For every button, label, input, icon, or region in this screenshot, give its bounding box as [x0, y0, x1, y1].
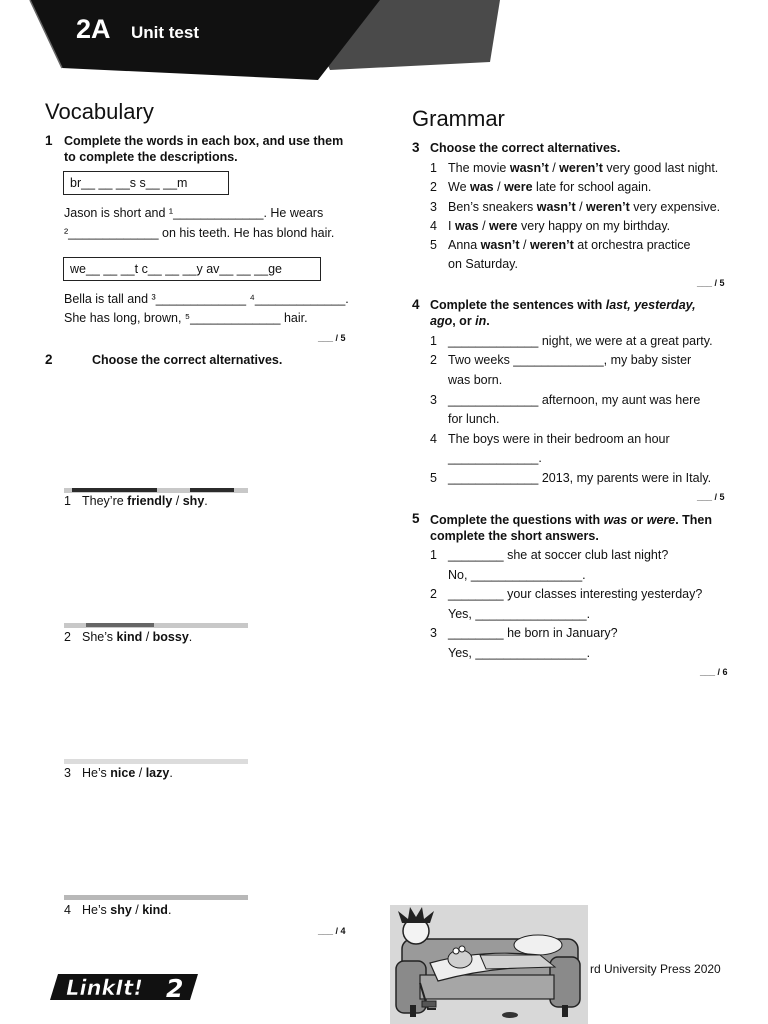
q5-item-1-answer: No, ________________.	[448, 568, 586, 582]
q2-item-3-option-a[interactable]: nice	[110, 766, 136, 780]
q2-item-1-sep: /	[172, 494, 183, 508]
q4-instruction-end: .	[486, 314, 490, 328]
q5-item-2-number: 2	[430, 587, 437, 601]
q2-item-2-option-b[interactable]: bossy	[152, 630, 189, 644]
q2-item-1-option-b[interactable]: shy	[182, 494, 205, 508]
question-3-number: 3	[412, 140, 420, 155]
question-5-instruction	[430, 512, 712, 528]
q3-item-3-text	[448, 198, 720, 217]
svg-text:LinkIt!: LinkIt!	[66, 976, 143, 1000]
q5-item-3-answer: Yes, ________________.	[448, 646, 591, 660]
q3-item-2-number: 2	[430, 180, 437, 194]
q4-item-3-number: 3	[430, 393, 437, 407]
q5-item-2-question: ________ your classes interesting yesterday?	[448, 587, 703, 601]
q5-item-1-question: ________ she at soccer club last night?	[448, 548, 669, 562]
q4-item-4-line2: _____________.	[448, 451, 542, 465]
word-box-2: we__ __ __t c__ __ __y av__ __ __ge	[63, 257, 321, 281]
q3-item-4-number: 4	[430, 219, 437, 233]
description-2-line1: Bella is tall and ³_____________ ⁴_____________.	[64, 292, 349, 306]
unit-title: Unit test	[131, 23, 199, 42]
q4-item-2-number: 2	[430, 353, 437, 367]
q4-instruction-or: , or	[452, 314, 476, 328]
illustration-4-edge	[64, 895, 248, 900]
boy-on-sofa-illustration	[390, 905, 588, 1024]
q4-item-1-text: _____________ night, we were at a great party.	[448, 334, 713, 348]
q3-item-3-post: very expensive.	[629, 200, 721, 214]
q3-item-5-post: at orchestra practice	[573, 238, 691, 252]
q3-item-3-option-a[interactable]: wasn’t	[536, 200, 576, 214]
q5-instruction-were: were	[646, 513, 676, 527]
word-box-1: br__ __ __s s__ __m	[63, 171, 229, 195]
q2-item-4-text	[82, 901, 171, 920]
q2-item-4-option-b[interactable]: kind	[142, 903, 168, 917]
q2-item-2-post: .	[188, 630, 193, 644]
q2-item-1-text	[82, 492, 208, 511]
q2-item-4-post: .	[167, 903, 172, 917]
question-2-number: 2	[45, 352, 53, 367]
q2-item-3-sep: /	[135, 766, 146, 780]
q3-item-5-sep: /	[519, 238, 530, 252]
q2-item-4-number: 4	[64, 903, 71, 917]
q4-item-3-line2: for lunch.	[448, 412, 500, 426]
q3-item-5-text	[448, 236, 690, 255]
q3-item-4-sep: /	[478, 219, 490, 233]
q4-instruction-in: in	[475, 314, 487, 328]
q2-item-3-text	[82, 764, 173, 783]
copyright-text: rd University Press 2020	[590, 962, 721, 976]
q5-instruction-was: was	[603, 513, 628, 527]
question-3-score: ___ / 5	[697, 278, 725, 288]
q3-item-4-text	[448, 217, 670, 236]
svg-text:2: 2	[166, 974, 184, 1002]
q5-item-3-question: ________ he born in January?	[448, 626, 618, 640]
question-5-instruction-line2: complete the short answers.	[430, 529, 599, 543]
q3-item-1-post: very good last night.	[602, 161, 719, 175]
question-4-number: 4	[412, 297, 420, 312]
q3-item-1-pre: The movie	[448, 161, 510, 175]
q3-item-5-option-a[interactable]: wasn’t	[480, 238, 520, 252]
question-3-instruction: Choose the correct alternatives.	[430, 141, 621, 155]
q3-item-1-number: 1	[430, 161, 437, 175]
question-1-number: 1	[45, 133, 53, 148]
banner-shape	[0, 0, 768, 100]
q3-item-3-option-b[interactable]: weren’t	[586, 200, 630, 214]
q2-item-1-pre: They’re	[82, 494, 128, 508]
q3-item-1-option-b[interactable]: weren’t	[559, 161, 603, 175]
q3-item-2-post: late for school again.	[532, 180, 652, 194]
q3-item-5-pre: Anna	[448, 238, 481, 252]
question-1-instruction-line2: to complete the descriptions.	[64, 150, 238, 164]
q2-item-4-sep: /	[131, 903, 143, 917]
linkit-logo	[50, 970, 200, 1002]
q5-item-1-number: 1	[430, 548, 437, 562]
q3-item-1-text	[448, 159, 718, 178]
description-2-line2: She has long, brown, ⁵_____________ hair.	[64, 311, 308, 325]
question-1-instruction-line1: Complete the words in each box, and use them	[64, 134, 344, 148]
unit-code: 2A	[76, 14, 111, 44]
q3-item-4-pre: I	[448, 219, 455, 233]
q3-item-4-post: very happy on my birthday.	[517, 219, 671, 233]
q3-item-2-text	[448, 178, 651, 197]
q2-item-2-pre: She’s	[82, 630, 117, 644]
q4-item-4-text: The boys were in their bedroom an hour	[448, 432, 670, 446]
question-1-score: ___ / 5	[318, 333, 346, 343]
q4-item-1-number: 1	[430, 334, 437, 348]
grammar-heading: Grammar	[412, 106, 505, 131]
q5-item-3-number: 3	[430, 626, 437, 640]
q3-item-3-number: 3	[430, 200, 437, 214]
q4-item-2-text: Two weeks _____________, my baby sister	[448, 353, 692, 367]
q2-item-4-option-a[interactable]: shy	[110, 903, 132, 917]
q4-item-5-number: 5	[430, 471, 437, 485]
q3-item-3-pre: Ben’s sneakers	[448, 200, 537, 214]
q3-item-4-option-a[interactable]: was	[454, 219, 479, 233]
q2-item-3-number: 3	[64, 766, 71, 780]
q2-item-3-option-b[interactable]: lazy	[145, 766, 170, 780]
q5-instruction-text: Complete the questions with	[430, 513, 604, 527]
description-1-line2: ²_____________ on his teeth. He has blond hair.	[64, 226, 335, 240]
q3-item-5-number: 5	[430, 238, 437, 252]
q2-item-2-number: 2	[64, 630, 71, 644]
question-5-score: ___ / 6	[700, 667, 728, 677]
q3-item-2-sep: /	[493, 180, 505, 194]
question-2-score: ___ / 4	[318, 926, 346, 936]
question-5-number: 5	[412, 511, 420, 526]
q2-item-1-post: .	[204, 494, 208, 508]
q2-item-2-sep: /	[142, 630, 153, 644]
q3-item-5-option-b[interactable]: weren’t	[530, 238, 574, 252]
question-4-instruction-line2	[430, 313, 490, 329]
vocabulary-heading: Vocabulary	[45, 99, 154, 124]
question-4-score: ___ / 5	[697, 492, 725, 502]
q3-item-2-option-a[interactable]: was	[470, 180, 494, 194]
q4-item-4-number: 4	[430, 432, 437, 446]
q3-item-2-option-b[interactable]: were	[504, 180, 533, 194]
q4-instruction-ago: ago	[430, 314, 453, 328]
q5-instruction-then: . Then	[675, 513, 713, 527]
q2-item-2-text	[82, 628, 192, 647]
q4-item-5-text: _____________ 2013, my parents were in Italy.	[448, 471, 712, 485]
q3-item-1-option-a[interactable]: wasn’t	[509, 161, 549, 175]
q3-item-3-sep: /	[575, 200, 587, 214]
q2-item-4-pre: He’s	[82, 903, 111, 917]
q3-item-4-option-b[interactable]: were	[489, 219, 518, 233]
q3-item-1-sep: /	[548, 161, 560, 175]
q4-instruction-text: Complete the sentences with	[430, 298, 606, 312]
question-4-instruction	[430, 297, 696, 313]
q4-instruction-words: last, yesterday,	[605, 298, 696, 312]
question-2-instruction: Choose the correct alternatives.	[92, 353, 283, 367]
q2-item-3-post: .	[169, 766, 173, 780]
q4-item-3-text: _____________ afternoon, my aunt was here	[448, 393, 701, 407]
illustration-2-shadow	[86, 623, 154, 627]
q2-item-2-option-a[interactable]: kind	[116, 630, 143, 644]
q3-item-5-line2: on Saturday.	[448, 257, 518, 271]
q2-item-3-pre: He’s	[82, 766, 111, 780]
q4-item-2-line2: was born.	[448, 373, 503, 387]
q2-item-1-option-a[interactable]: friendly	[127, 494, 173, 508]
q3-item-2-pre: We	[448, 180, 470, 194]
description-1-line1: Jason is short and ¹_____________. He wears	[64, 206, 324, 220]
q5-item-2-answer: Yes, ________________.	[448, 607, 591, 621]
q2-item-1-number: 1	[64, 494, 71, 508]
q5-instruction-or: or	[627, 513, 647, 527]
